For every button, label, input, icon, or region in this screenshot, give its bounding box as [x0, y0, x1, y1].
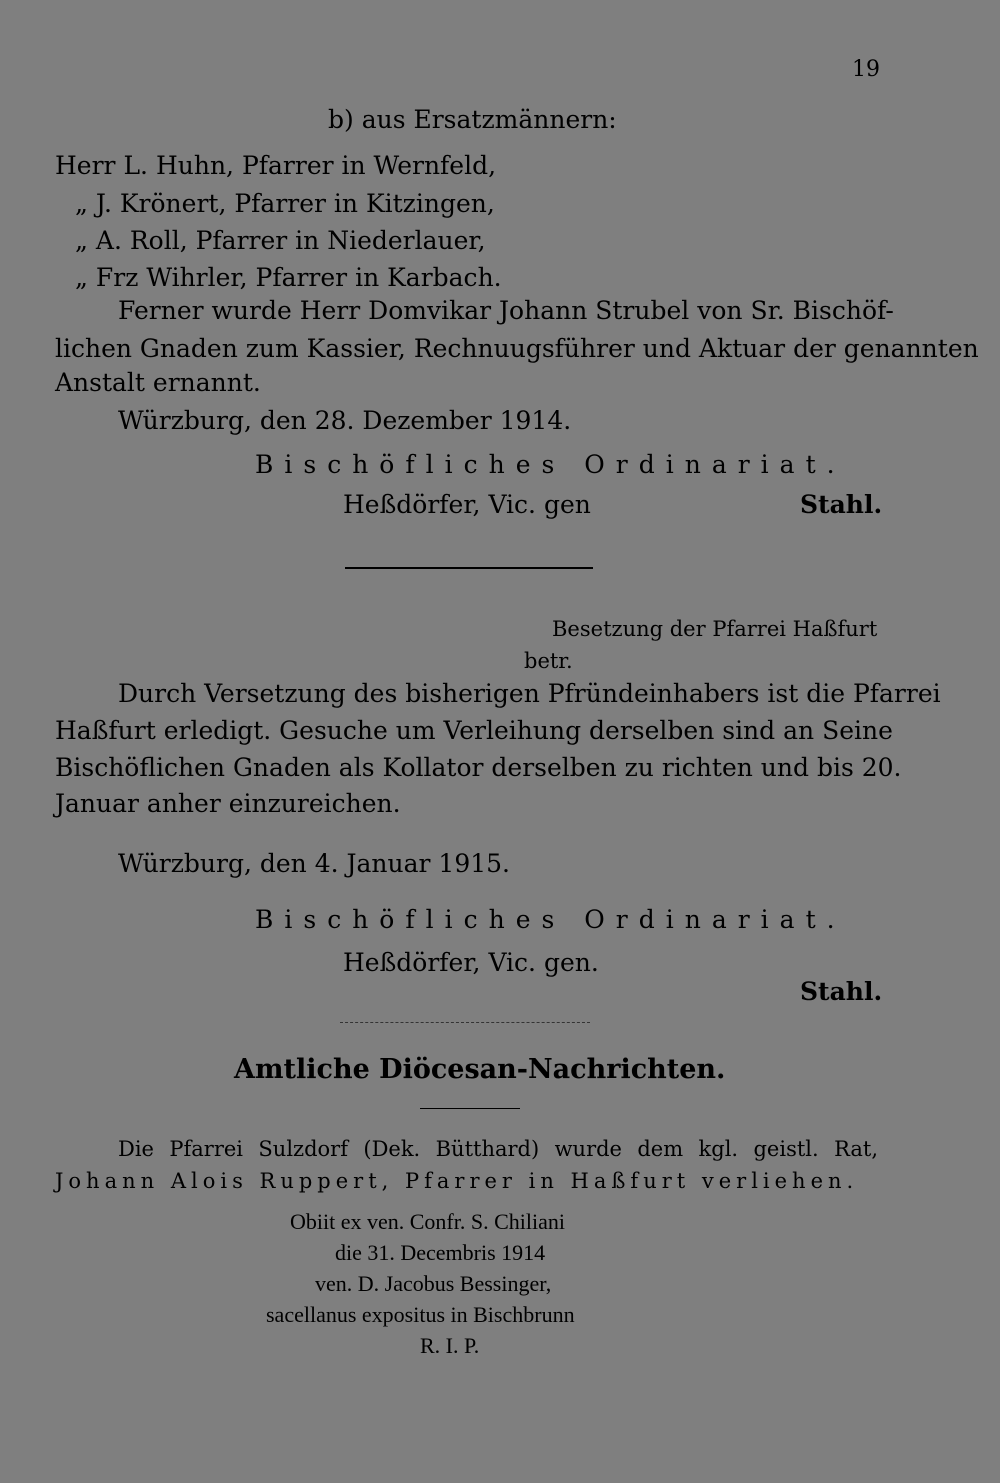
news-line: Die Pfarrei Sulzdorf (Dek. Bütthard) wurde dem kgl. geistl. Rat,	[118, 1137, 878, 1161]
signatory-right: Stahl.	[800, 977, 883, 1006]
section-heading: b) aus Ersatzmännern:	[328, 105, 617, 134]
paragraph-line: Januar anher einzureichen.	[55, 789, 401, 818]
signatory-left: Heßdörfer, Vic. gen	[343, 490, 591, 519]
news-line: Johann Alois Ruppert, Pfarrer in Haßfurt verliehen.	[55, 1169, 859, 1193]
member-line: Herr L. Huhn, Pfarrer in Wernfeld,	[55, 151, 497, 180]
paragraph-line: Ferner wurde Herr Domvikar Johann Strubel von Sr. Bischöf-	[118, 296, 894, 325]
obituary-line: sacellanus expositus in Bischbrunn	[266, 1302, 575, 1327]
subject-line: Besetzung der Pfarrei Haßfurt	[552, 617, 878, 641]
dotted-divider	[340, 1022, 590, 1024]
signatory-left: Heßdörfer, Vic. gen.	[343, 948, 599, 977]
member-line: „ J. Krönert, Pfarrer in Kitzingen,	[75, 189, 495, 218]
obituary-line: ven. D. Jacobus Bessinger,	[315, 1271, 552, 1296]
page-number: 19	[852, 57, 880, 82]
signatory-right: Stahl.	[800, 490, 883, 519]
obituary-line: R. I. P.	[420, 1333, 480, 1358]
news-title: Amtliche Diöcesan-Nachrichten.	[234, 1054, 726, 1085]
subject-line: betr.	[524, 649, 573, 673]
place-date: Würzburg, den 28. Dezember 1914.	[118, 406, 572, 435]
paragraph-line: Durch Versetzung des bisherigen Pfründeinhabers ist die Pfarrei	[118, 679, 941, 708]
section-divider	[345, 567, 593, 569]
paragraph-line: Haßfurt erledigt. Gesuche um Verleihung derselben sind an Seine	[55, 716, 893, 745]
place-date: Würzburg, den 4. Januar 1915.	[118, 849, 511, 878]
authority-line: Bischöfliches Ordinariat.	[255, 905, 846, 934]
obituary-line: die 31. Decembris 1914	[335, 1240, 546, 1265]
obituary-line: Obiit ex ven. Confr. S. Chiliani	[290, 1209, 565, 1234]
member-line: „ A. Roll, Pfarrer in Niederlauer,	[75, 226, 486, 255]
authority-line: Bischöfliches Ordinariat.	[255, 450, 846, 479]
title-underline	[420, 1108, 520, 1109]
paragraph-line: Anstalt ernannt.	[55, 368, 261, 397]
member-line: „ Frz Wihrler, Pfarrer in Karbach.	[75, 263, 502, 292]
paragraph-line: lichen Gnaden zum Kassier, Rechnuugsführer und Aktuar der genannten	[55, 334, 979, 363]
paragraph-line: Bischöflichen Gnaden als Kollator derselben zu richten und bis 20.	[55, 753, 902, 782]
